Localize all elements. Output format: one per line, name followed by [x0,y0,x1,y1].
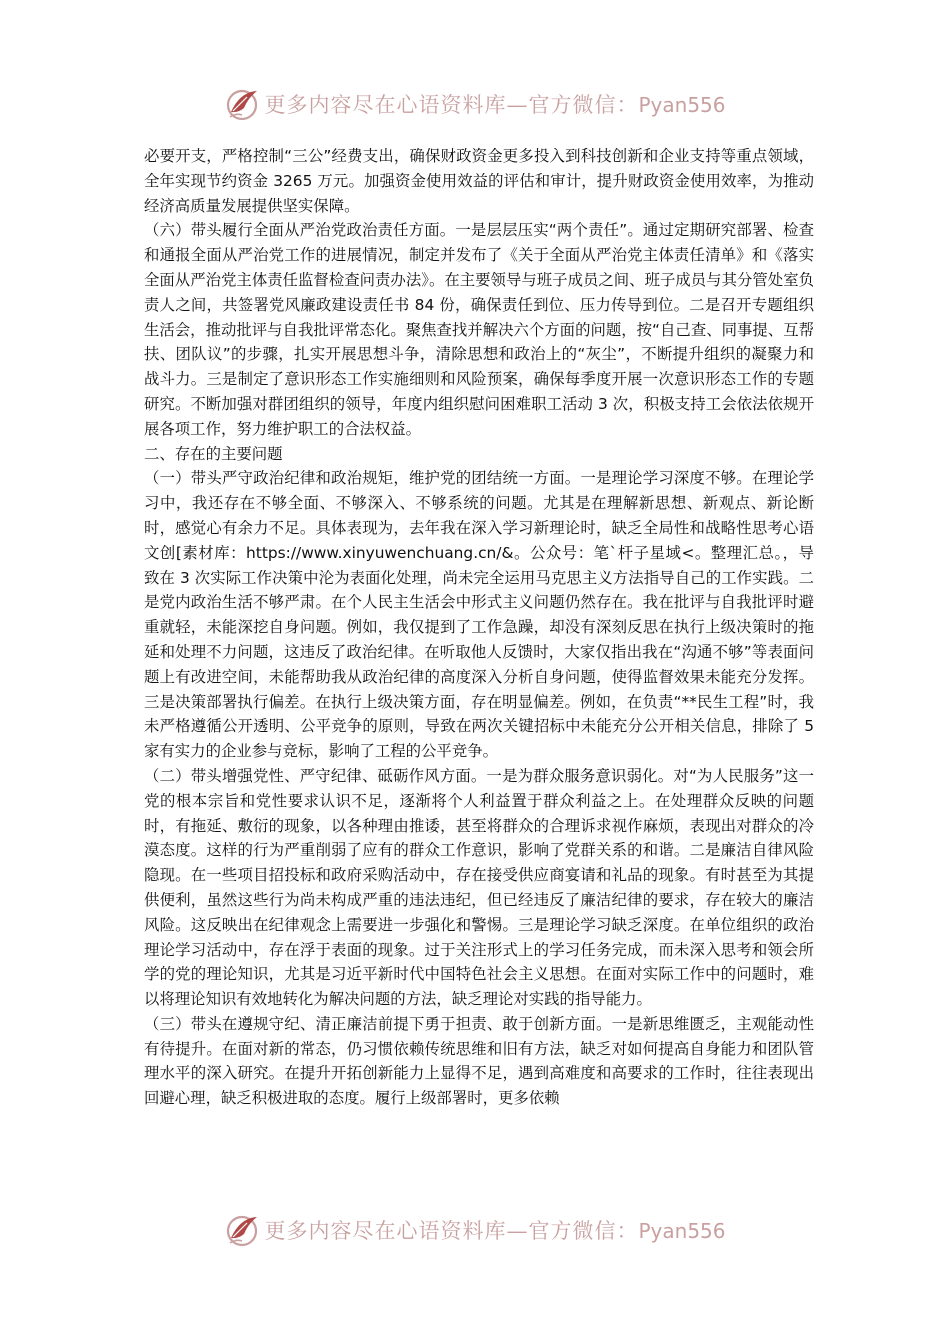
paragraph-problem-two: （二）带头增强党性、严守纪律、砥砺作风方面。一是为群众服务意识弱化。对“为人民服务”这一党的根本宗旨和党性要求认识不足，逐渐将个人利益置于群众利益之上。在处理群众反映的问题时，有拖延、敷衍的现象，以各种理由推诿，甚至将群众的合理诉求视作麻烦，表现出对群众的冷漠态度。这样的行为严重削弱了应有的群众工作意识，影响了党群关系的和谐。二是廉洁自律风险隐现。在一些项目招投标和政府采购活动中，存在接受供应商宴请和礼品的现象。有时甚至为其提供便利，虽然这些行为尚未构成严重的违法违纪，但已经违反了廉洁纪律的要求，存在较大的廉洁风险。这反映出在纪律观念上需要进一步强化和警惕。三是理论学习缺乏深度。在单位组织的政治理论学习活动中，存在浮于表面的现象。过于关注形式上的学习任务完成，而未深入思考和领会所学的党的理论知识，尤其是习近平新时代中国特色社会主义思想。在面对实际工作中的问题时，难以将理论知识有效地转化为解决问题的方法，缺乏理论对实践的指导能力。 [144,766,814,1009]
body-content [144,144,814,1111]
paragraph-fiscal-savings: 必要开支，严格控制“三公”经费支出，确保财政资金更多投入到科技创新和企业支持等重点领域，全年实现节约资金 3265 万元。加强资金使用效益的评估和审计，提升财政资金使用效率，为推动经济高质量发展提供坚实保障。 [144,147,814,215]
pen-logo-icon [224,86,260,122]
footer-watermark [0,1210,950,1250]
paragraph-problem-three: （三）带头在遵规守纪、清正廉洁前提下勇于担责、敢于创新方面。一是新思维匮乏，主观能动性有待提升。在面对新的常态，仍习惯依赖传统思维和旧有方法，缺乏对如何提高自身能力和团队管理水平的深入研究。在提升开拓创新能力上显得不足，遇到高难度和高要求的工作时，往往表现出回避心理，缺乏积极进取的态度。履行上级部署时，更多依赖 [144,1014,814,1108]
wechat-id: Pyan556 [638,93,726,117]
watermark-text: 更多内容尽在心语资料库—官方微信：Pyan556 [264,93,726,117]
wechat-id: Pyan556 [638,1219,726,1243]
pen-logo-icon [224,1212,260,1248]
paragraph-problem-one: （一）带头严守政治纪律和政治规矩，维护党的团结统一方面。一是理论学习深度不够。在理论学习中，我还存在不够全面、不够深入、不够系统的问题。尤其是在理解新思想、新观点、新论断时，感觉心有余力不足。具体表现为，去年我在深入学习新理论时，缺乏全局性和战略性思考心语文创[素材库：https://www.xinyuwenchuang.cn/&。公众号：笔`杆子星域<。整理汇总。，导致在 3 次实际工作决策中沦为表面化处理，尚未完全运用马克思主义方法指导自己的工作实践。二是党内政治生活不够严肃。在个人民主生活会中形式主义问题仍然存在。我在批评与自我批评时避重就轻，未能深挖自身问题。例如，我仅提到了工作急躁，却没有深刻反思在执行上级决策时的拖延和处理不力问题，这违反了政治纪律。在听取他人反馈时，大家仅指出我在“沟通不够”等表面问题上有改进空间，未能帮助我从政治纪律的高度深入分析自身问题，使得监督效果未能充分发挥。三是决策部署执行偏差。在执行上级决策方面，存在明显偏差。例如，在负责“**民生工程”时，我未严格遵循公开透明、公平竞争的原则，导致在两次关键招标中未能充分公开相关信息，排除了 5 家有实力的企业参与竞标，影响了工程的公平竞争。 [144,469,814,761]
watermark-text: 更多内容尽在心语资料库—官方微信：Pyan556 [264,1219,726,1243]
header-watermark [0,84,950,124]
section-heading-problems: 二、存在的主要问题 [144,444,283,463]
paragraph-section-six: （六）带头履行全面从严治党政治责任方面。一是层层压实“两个责任”。通过定期研究部署、检查和通报全面从严治党工作的进展情况，制定并发布了《关于全面从严治党主体责任清单》和《落实全面从严治党主体责任监督检查问责办法》。在主要领导与班子成员之间、班子成员与其分管处室负责人之间，共签署党风廉政建设责任书 84 份，确保责任到位、压力传导到位。二是召开专题组织生活会，推动批评与自我批评常态化。聚焦查找并解决六个方面的问题，按“自己查、同事提、互帮扶、团队议”的步骤，扎实开展思想斗争，清除思想和政治上的“灰尘”，不断提升组织的凝聚力和战斗力。三是制定了意识形态工作实施细则和风险预案，确保每季度开展一次意识形态工作的专题研究。不断加强对群团组织的领导，年度内组织慰问困难职工活动 3 次，积极支持工会依法依规开展各项工作，努力维护职工的合法权益。 [144,221,814,438]
